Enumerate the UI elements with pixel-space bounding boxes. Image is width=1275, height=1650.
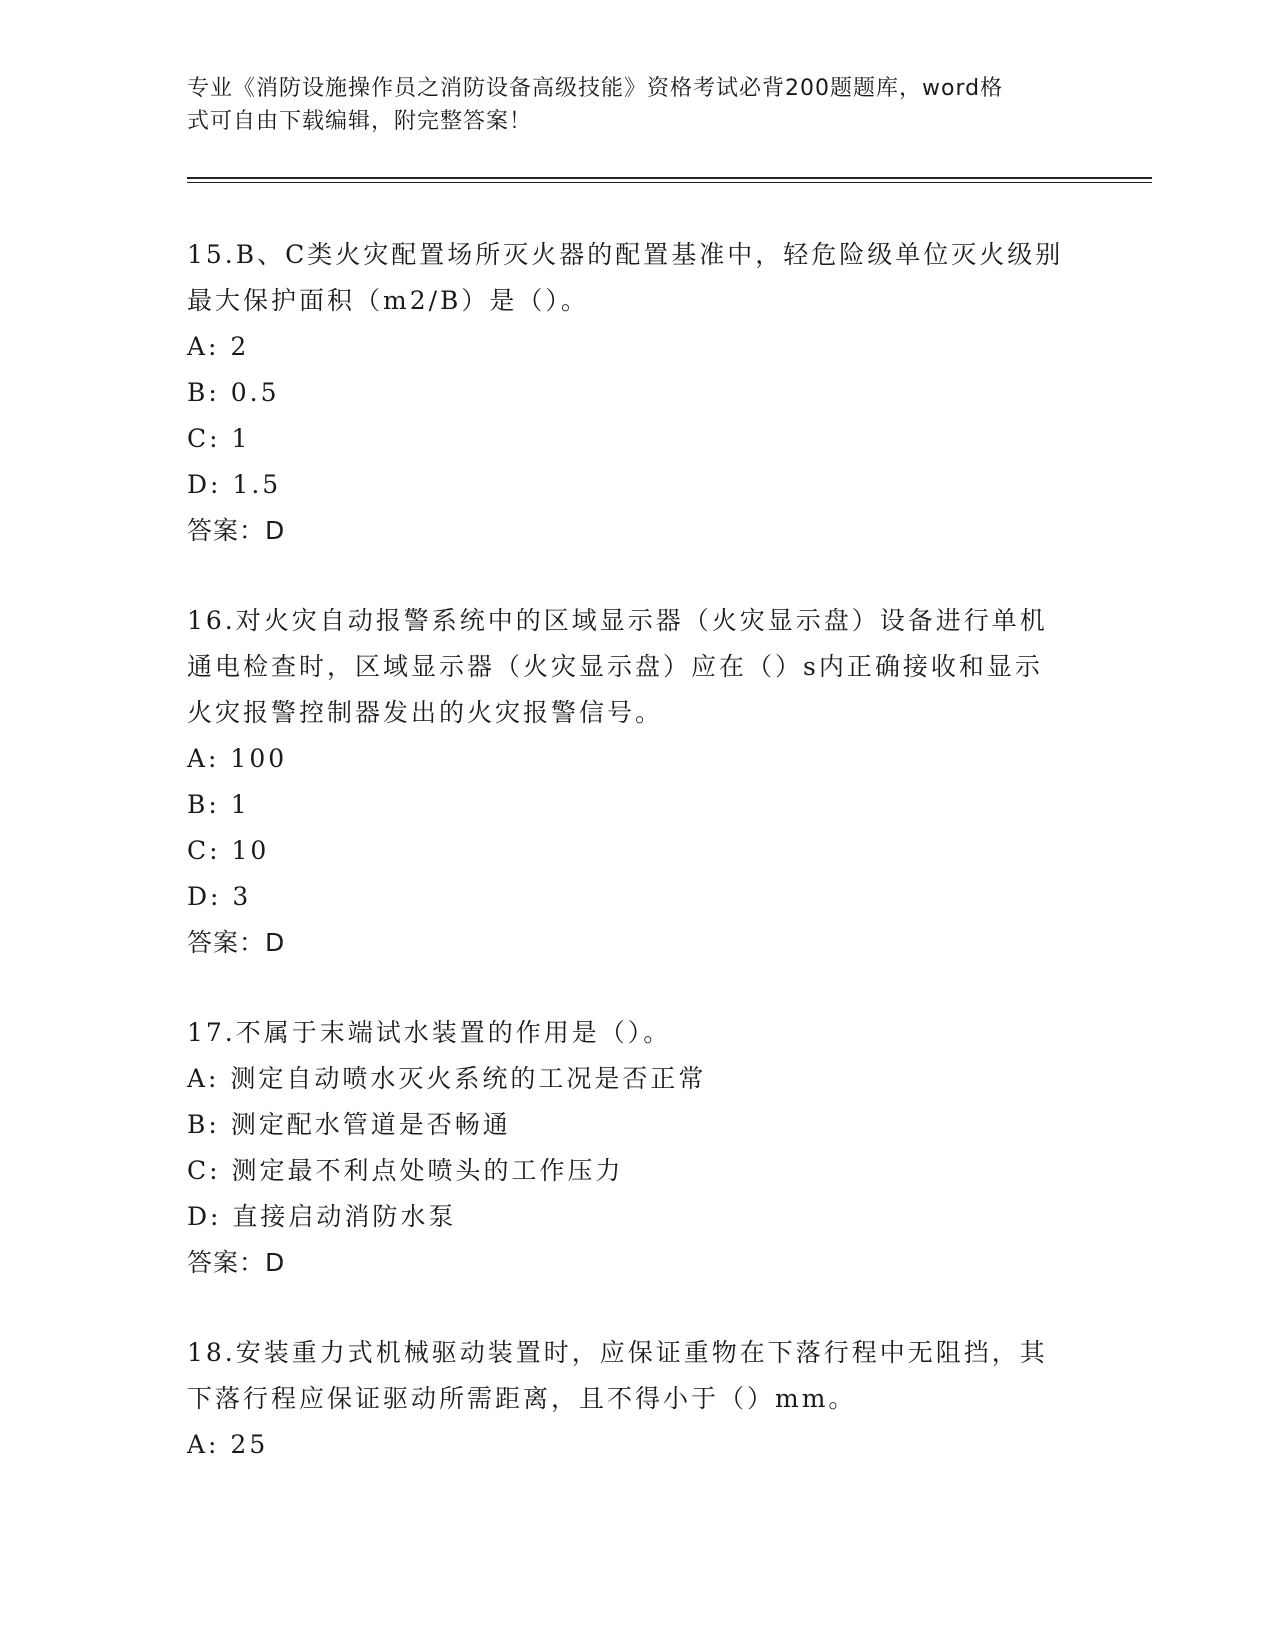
option-b: B: 测定配水管道是否畅通 bbox=[187, 1110, 511, 1139]
header-line-2: 式可自由下载编辑，附完整答案！ bbox=[187, 109, 533, 134]
question-stem-line: 17.不属于末端试水装置的作用是（）。 bbox=[187, 1018, 672, 1047]
question-stem-line: 最大保护面积（m2/B）是（）。 bbox=[187, 286, 589, 315]
option-c: C: 测定最不利点处喷头的工作压力 bbox=[187, 1156, 624, 1185]
answer-line: 答案：D bbox=[187, 516, 286, 545]
header-line-1: 专业《消防设施操作员之消防设备高级技能》资格考试必背200题题库，word格 bbox=[187, 76, 1004, 101]
question-15 bbox=[187, 232, 1087, 554]
question-17 bbox=[187, 1010, 1087, 1286]
question-stem-line: 15.B、C类火灾配置场所灭火器的配置基准中，轻危险级单位灭火级别 bbox=[187, 240, 1064, 269]
option-b: B: 1 bbox=[187, 790, 250, 819]
question-stem-line: 火灾报警控制器发出的火灾报警信号。 bbox=[187, 698, 664, 727]
option-a: A: 2 bbox=[187, 332, 250, 361]
option-a: A: 25 bbox=[187, 1430, 269, 1459]
option-a: A: 测定自动喷水灭火系统的工况是否正常 bbox=[187, 1064, 707, 1093]
answer-line: 答案：D bbox=[187, 928, 286, 957]
option-d: D: 1.5 bbox=[187, 470, 282, 499]
option-b: B: 0.5 bbox=[187, 378, 280, 407]
answer-line: 答案：D bbox=[187, 1248, 286, 1277]
question-18 bbox=[187, 1330, 1087, 1468]
question-stem-line: 通电检查时，区域显示器（火灾显示盘）应在（）s内正确接收和显示 bbox=[187, 652, 1043, 681]
header-divider-thick bbox=[187, 177, 1152, 179]
header-divider-thin bbox=[187, 182, 1152, 183]
option-d: D: 直接启动消防水泵 bbox=[187, 1202, 457, 1231]
option-d: D: 3 bbox=[187, 882, 252, 911]
question-list bbox=[187, 232, 1087, 1512]
option-c: C: 1 bbox=[187, 424, 251, 453]
option-a: A: 100 bbox=[187, 744, 288, 773]
question-stem-line: 16.对火灾自动报警系统中的区域显示器（火灾显示盘）设备进行单机 bbox=[187, 606, 1048, 635]
document-header bbox=[187, 72, 1087, 138]
option-c: C: 10 bbox=[187, 836, 270, 865]
question-16 bbox=[187, 598, 1087, 966]
question-stem-line: 下落行程应保证驱动所需距离，且不得小于（）mm。 bbox=[187, 1384, 857, 1413]
question-stem-line: 18.安装重力式机械驱动装置时，应保证重物在下落行程中无阻挡，其 bbox=[187, 1338, 1048, 1367]
